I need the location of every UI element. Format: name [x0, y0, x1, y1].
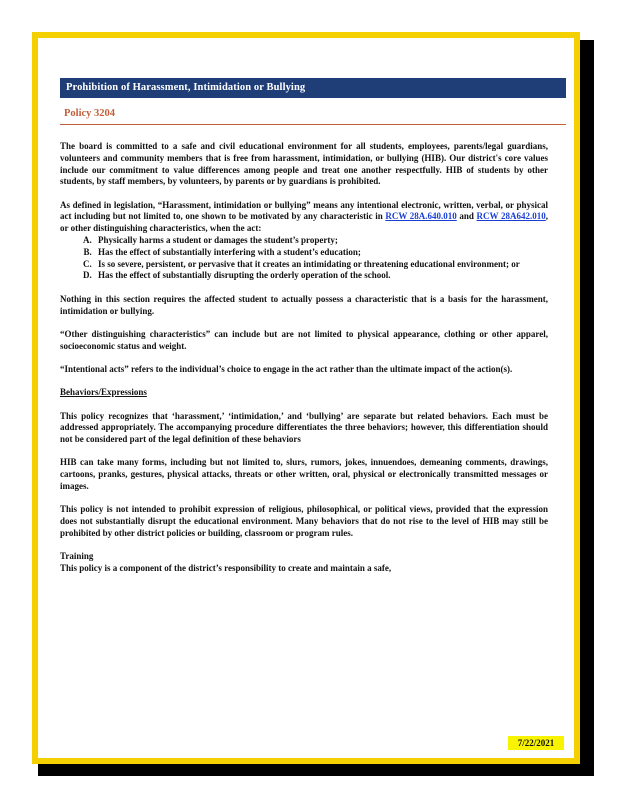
document-page — [32, 32, 580, 764]
policy-body — [60, 141, 548, 586]
rcw-link-642[interactable]: RCW 28A642.010 — [476, 211, 546, 222]
rcw-link-640[interactable]: RCW 28A.640.010 — [385, 211, 457, 222]
policy-number: Policy 3204 — [64, 108, 116, 119]
paragraph-definition — [60, 200, 548, 235]
header-divider — [60, 124, 566, 125]
revision-date: 7/22/2021 — [508, 736, 564, 750]
act-criteria-list — [60, 235, 548, 282]
training-heading: Training — [60, 551, 94, 562]
list-item: B. Has the effect of substantially interfering with a student’s education; — [94, 247, 548, 259]
paragraph-other-characteristics: “Other distinguishing characteristics” can include but are not limited to physical appearance, clothing or other apparel, socioeconomic status and weight. — [60, 328, 548, 351]
definition-intro: As defined in legislation, “Harassment, intimidation or bullying” means any intentional electronic, written, verbal, or physical act including but not limited to, one shown to be motivated by any characteristic in — [60, 199, 548, 222]
definition-rest: , or other distinguishing characteristics, when the act: — [60, 211, 548, 234]
paragraph-expression: This policy is not intended to prohibit expression of religious, philosophical, or political views, provided that the expression does not substantially disrupt the educational environment. Many behaviors that do not rise to the level of HIB may still be prohibited by other district policies or building, classroom or program rules. — [60, 504, 548, 538]
paragraph-commitment: The board is committed to a safe and civil educational environment for all students, employees, parents/legal guardians, volunteers and community members that is free from harassment, intimidation, or bullying (HIB). Our district's core values include our commitment to value differences among people and treat one another respectfully. HIB of students by other students, by staff members, by volunteers, by parents or by guardians is prohibited. — [60, 141, 548, 187]
definition-and: and — [456, 211, 477, 222]
list-item: A. Physically harms a student or damages the student’s property; — [94, 235, 548, 247]
paragraph-characteristic: Nothing in this section requires the affected student to actually possess a characteristic that is a basis for the harassment, intimidation or bullying. — [60, 293, 548, 316]
paragraph-behaviors: This policy recognizes that ‘harassment,’ ‘intimidation,’ and ‘bullying’ are separate but related behaviors. Each must be addressed appropriately. The accompanying procedure differentiates the three behaviors; however, this differentiation should not be considered part of the legal definition of these behaviors — [60, 410, 548, 445]
policy-title: Prohibition of Harassment, Intimidation or Bullying — [60, 78, 566, 98]
paragraph-training: This policy is a component of the district’s responsibility to create and maintain a safe, — [60, 563, 392, 574]
list-item: D. Has the effect of substantially disrupting the orderly operation of the school. — [94, 270, 548, 282]
list-item: C. Is so severe, persistent, or pervasive that it creates an intimidating or threatening educational environment; or — [94, 259, 548, 271]
paragraph-intentional-acts: “Intentional acts” refers to the individual’s choice to engage in the act rather than the ultimate impact of the action(s). — [60, 363, 513, 374]
behaviors-heading: Behaviors/Expressions — [60, 387, 147, 398]
paragraph-forms: HIB can take many forms, including but not limited to, slurs, rumors, jokes, innuendoes, demeaning comments, drawings, cartoons, pranks, gestures, physical attacks, threats or other written, oral, physical or electronically transmitted messages or images. — [60, 457, 548, 492]
